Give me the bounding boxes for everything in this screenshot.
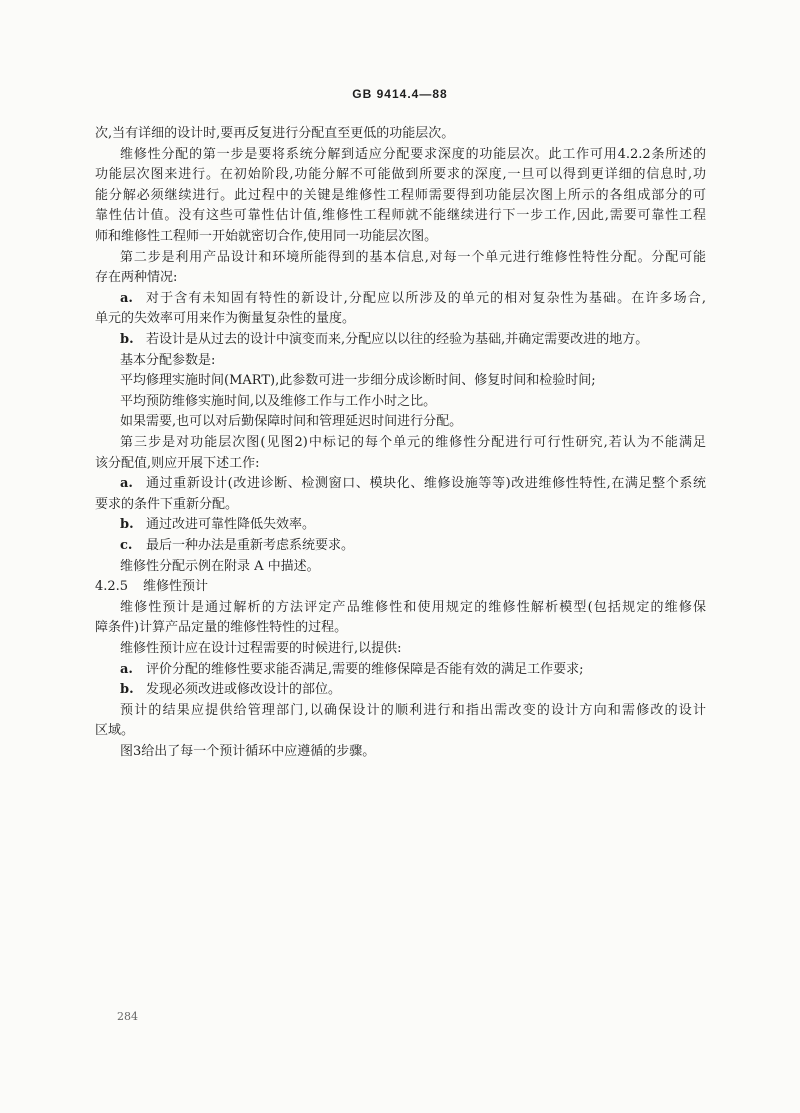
list-item-text: 通过改进可靠性降低失效率。	[146, 517, 316, 533]
text-line: 靠性估计值。没有这些可靠性估计值,维修性工程师就不能继续进行下一步工作,因此,需要可靠性工程	[95, 208, 706, 224]
text-line: 图3给出了每一个预计循环中应遵循的步骤。	[120, 744, 376, 759]
section-title: 维修性预计	[143, 579, 209, 595]
list-marker: c.	[120, 538, 133, 553]
list-item	[120, 289, 706, 310]
list-marker: a.	[120, 476, 133, 492]
list-item-text: 评价分配的维修性要求能否满足,需要的维修保障是否能有效的满足工作要求;	[146, 661, 584, 677]
list-item	[120, 660, 706, 681]
list-item-text: 最后一种办法是重新考虑系统要求。	[146, 538, 355, 553]
text-line: 次,当有详细的设计时,要再反复进行分配直至更低的功能层次。	[95, 126, 455, 141]
text-line: 维修性分配示例在附录 A 中描述。	[120, 558, 320, 574]
text-line: 存在两种情况:	[95, 270, 178, 286]
list-item	[120, 536, 706, 557]
text-line: 如果需要,也可以对后勤保障时间和管理延迟时间进行分配。	[120, 414, 463, 430]
list-item	[120, 330, 706, 351]
list-marker: a.	[120, 290, 133, 306]
list-item-text: 发现必须改进或修改设计的部位。	[146, 682, 342, 698]
text-line: 维修性预计应在设计过程需要的时候进行,以提供:	[120, 641, 402, 656]
list-item	[120, 474, 706, 495]
section-heading	[95, 577, 706, 598]
list-item-text: 通过重新设计(改进诊断、检测窗口、模块化、维修设施等等)改进维修性特性,在满足整个系统	[146, 476, 706, 492]
list-marker: a.	[120, 661, 133, 677]
text-line: 单元的失效率可用来作为衡量复杂性的量度。	[95, 311, 356, 327]
list-item	[120, 515, 706, 536]
text-line: 第三步是对功能层次图(见图2)中标记的每个单元的维修性分配进行可行性研究,若认为不能满足	[120, 435, 706, 450]
list-item-text: 若设计是从过去的设计中演变而来,分配应以以往的经验为基础,并确定需要改进的地方。	[146, 332, 649, 347]
standard-code-header: GB 9414.4—88	[352, 87, 448, 101]
text-line: 第二步是利用产品设计和环境所能得到的基本信息,对每一个单元进行维修性特性分配。分配可能	[120, 249, 706, 265]
text-line: 能分解必须继续进行。此过程中的关键是维修性工程师需要得到功能层次图上所示的各组成部分的可	[95, 187, 706, 203]
list-item	[120, 680, 706, 701]
list-item-text: 对于含有未知固有特性的新设计,分配应以所涉及的单元的相对复杂性为基础。在许多场合,	[146, 290, 706, 306]
list-marker: b.	[120, 332, 134, 347]
text-line: 区域。	[95, 723, 135, 739]
list-marker: b.	[120, 682, 134, 698]
text-line: 维修性预计是通过解析的方法评定产品维修性和使用规定的维修性解析模型(包括规定的维修保	[120, 599, 706, 615]
section-number: 4.2.5	[95, 579, 129, 595]
text-line: 功能层次图来进行。在初始阶段,功能分解不可能做到所要求的深度,一旦可以得到更详细的信息时,功	[95, 167, 706, 183]
list-marker: b.	[120, 517, 134, 533]
text-line: 维修性分配的第一步是要将系统分解到适应分配要求深度的功能层次。此工作可用4.2.2条所述的	[120, 146, 706, 162]
text-line: 障条件)计算产品定量的维修性特性的过程。	[95, 620, 348, 636]
text-line: 师和维修性工程师一开始就密切合作,使用同一功能层次图。	[95, 229, 438, 244]
text-line: 平均预防维修实施时间,以及维修工作与工作小时之比。	[120, 393, 437, 409]
page-number: 284	[117, 1010, 138, 1023]
text-line: 要求的条件下重新分配。	[95, 496, 239, 512]
text-line: 基本分配参数是:	[120, 352, 216, 368]
text-line: 预计的结果应提供给管理部门,以确保设计的顺利进行和指出需改变的设计方向和需修改的设计	[120, 702, 706, 718]
text-line: 该分配值,则应开展下述工作:	[95, 455, 260, 471]
text-line: 平均修理实施时间(MART),此参数可进一步细分成诊断时间、修复时间和检验时间;	[120, 373, 596, 389]
